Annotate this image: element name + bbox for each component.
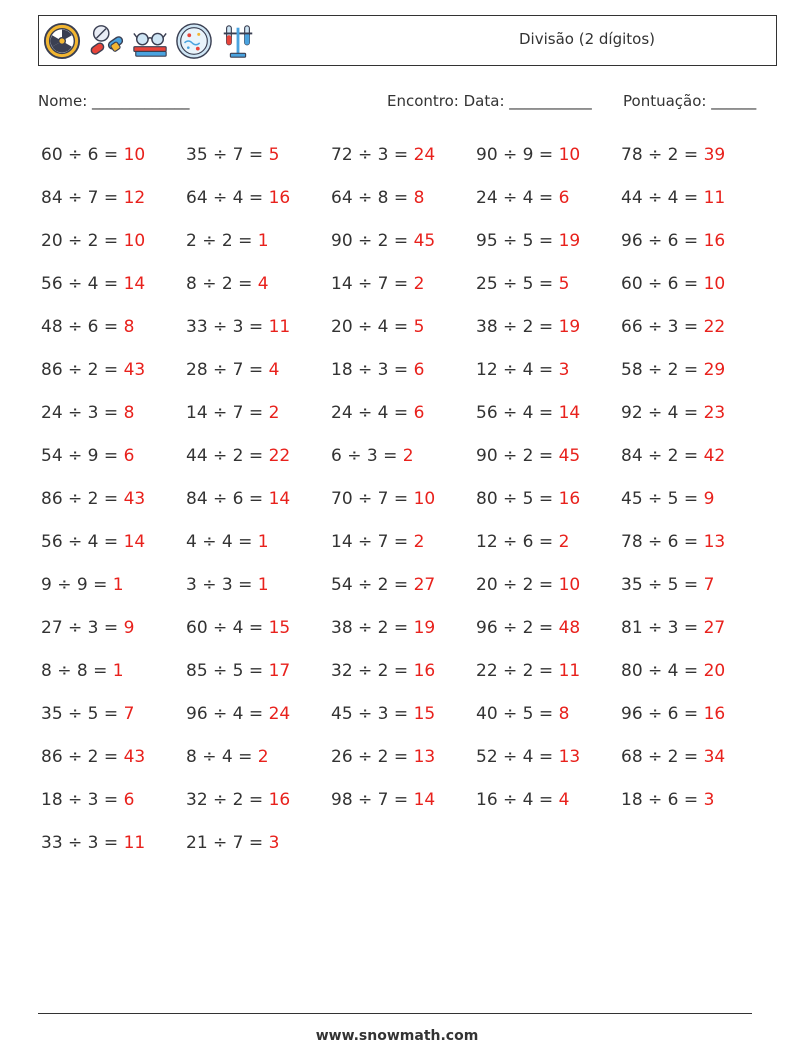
problem-question: 26 ÷ 2 =: [331, 747, 414, 767]
problem-cell: [621, 573, 766, 616]
problem-answer: 20: [703, 661, 726, 681]
problem-row: [41, 186, 771, 229]
problem-question: 14 ÷ 7 =: [186, 403, 269, 423]
problem-question: 21 ÷ 7 =: [186, 833, 269, 853]
problem-answer: 1: [112, 575, 124, 595]
petri-dish-icon: [175, 22, 213, 60]
problem-question: 54 ÷ 2 =: [331, 575, 414, 595]
header-icons: [43, 20, 257, 62]
problem-cell: [621, 401, 766, 444]
problem-cell: [476, 143, 621, 186]
problem-grid: [41, 143, 771, 874]
problem-cell: [41, 702, 186, 745]
problem-cell: [476, 745, 621, 788]
problem-answer: 15: [413, 704, 436, 724]
problem-cell: [476, 702, 621, 745]
problem-question: 84 ÷ 2 =: [621, 446, 704, 466]
problem-question: 33 ÷ 3 =: [41, 833, 124, 853]
score-field-label: Pontuação: ______: [623, 92, 757, 110]
problem-answer: 22: [703, 317, 726, 337]
footer-url: www.snowmath.com: [315, 1028, 479, 1044]
problem-answer: 14: [558, 403, 581, 423]
problem-answer: 34: [703, 747, 726, 767]
problem-answer: 1: [257, 231, 269, 251]
problem-question: 18 ÷ 6 =: [621, 790, 704, 810]
problem-cell: [621, 315, 766, 358]
problem-answer: 24: [413, 145, 436, 165]
problem-cell: [476, 401, 621, 444]
problem-cell: [331, 358, 476, 401]
problem-answer: 16: [703, 704, 726, 724]
problem-cell: [331, 401, 476, 444]
problem-answer: 11: [558, 661, 581, 681]
problem-cell: [186, 315, 331, 358]
test-tube-rack-icon: [219, 22, 257, 60]
problem-answer: 22: [268, 446, 291, 466]
problem-question: 64 ÷ 4 =: [186, 188, 269, 208]
problem-question: 27 ÷ 3 =: [41, 618, 124, 638]
date-field-label: Encontro: Data: ___________: [387, 92, 592, 110]
problem-question: 20 ÷ 2 =: [476, 575, 559, 595]
problem-question: 32 ÷ 2 =: [331, 661, 414, 681]
problem-answer: 12: [123, 188, 146, 208]
problem-answer: 45: [413, 231, 436, 251]
problem-answer: 3: [703, 790, 715, 810]
problem-question: 14 ÷ 7 =: [331, 532, 414, 552]
problem-row: [41, 659, 771, 702]
problem-question: 56 ÷ 4 =: [41, 274, 124, 294]
problem-question: 86 ÷ 2 =: [41, 489, 124, 509]
problem-question: 90 ÷ 9 =: [476, 145, 559, 165]
problem-answer: 42: [703, 446, 726, 466]
problem-answer: 14: [413, 790, 436, 810]
problem-question: 24 ÷ 4 =: [331, 403, 414, 423]
problem-answer: 27: [413, 575, 436, 595]
problem-question: 8 ÷ 2 =: [186, 274, 258, 294]
problem-cell: [41, 530, 186, 573]
problem-question: 18 ÷ 3 =: [331, 360, 414, 380]
problem-question: 35 ÷ 7 =: [186, 145, 269, 165]
problem-cell: [186, 229, 331, 272]
problem-question: 3 ÷ 3 =: [186, 575, 258, 595]
problem-answer: 2: [413, 532, 425, 552]
problem-cell: [621, 444, 766, 487]
problem-answer: 16: [703, 231, 726, 251]
problem-row: [41, 315, 771, 358]
problem-cell: [186, 358, 331, 401]
problem-row: [41, 444, 771, 487]
problem-cell: [186, 272, 331, 315]
problem-answer: 10: [558, 145, 581, 165]
problem-question: 58 ÷ 2 =: [621, 360, 704, 380]
problem-answer: 24: [268, 704, 291, 724]
problem-row: [41, 530, 771, 573]
problem-answer: 43: [123, 747, 146, 767]
problem-question: 45 ÷ 5 =: [621, 489, 704, 509]
problem-cell: [41, 315, 186, 358]
problem-cell: [186, 186, 331, 229]
problem-question: 84 ÷ 7 =: [41, 188, 124, 208]
problem-question: 90 ÷ 2 =: [476, 446, 559, 466]
problem-question: 60 ÷ 4 =: [186, 618, 269, 638]
problem-cell: [476, 444, 621, 487]
problem-question: 8 ÷ 4 =: [186, 747, 258, 767]
problem-question: 18 ÷ 3 =: [41, 790, 124, 810]
problem-question: 96 ÷ 6 =: [621, 704, 704, 724]
problem-cell: [41, 616, 186, 659]
footer-divider: [38, 1013, 752, 1014]
problem-cell: [476, 272, 621, 315]
problem-answer: 29: [703, 360, 726, 380]
problem-question: 6 ÷ 3 =: [331, 446, 403, 466]
glasses-books-icon: [131, 22, 169, 60]
problem-cell: [186, 616, 331, 659]
problem-cell: [41, 143, 186, 186]
problem-answer: 16: [268, 790, 291, 810]
problem-cell: [476, 530, 621, 573]
problem-question: 22 ÷ 2 =: [476, 661, 559, 681]
problem-question: 12 ÷ 6 =: [476, 532, 559, 552]
problem-answer: 15: [268, 618, 291, 638]
problem-answer: 16: [413, 661, 436, 681]
problem-cell: [186, 530, 331, 573]
problem-answer: 1: [257, 532, 269, 552]
problem-cell: [41, 444, 186, 487]
problem-row: [41, 831, 771, 874]
problem-cell: [186, 444, 331, 487]
problem-answer: 10: [413, 489, 436, 509]
problem-cell: [186, 573, 331, 616]
problem-answer: 16: [558, 489, 581, 509]
problem-cell: [41, 659, 186, 702]
problem-answer: 43: [123, 360, 146, 380]
problem-question: 64 ÷ 8 =: [331, 188, 414, 208]
problem-question: 25 ÷ 5 =: [476, 274, 559, 294]
problem-cell: [331, 530, 476, 573]
problem-cell: [41, 186, 186, 229]
problem-question: 92 ÷ 4 =: [621, 403, 704, 423]
problem-cell: [41, 487, 186, 530]
problem-question: 84 ÷ 6 =: [186, 489, 269, 509]
problem-question: 38 ÷ 2 =: [331, 618, 414, 638]
problem-cell: [621, 186, 766, 229]
problem-answer: 10: [703, 274, 726, 294]
problem-question: 78 ÷ 2 =: [621, 145, 704, 165]
problem-answer: 9: [123, 618, 135, 638]
problem-cell: [41, 788, 186, 831]
problem-cell: [186, 487, 331, 530]
problem-row: [41, 788, 771, 831]
problem-question: 66 ÷ 3 =: [621, 317, 704, 337]
problem-question: 86 ÷ 2 =: [41, 360, 124, 380]
problem-answer: 14: [123, 532, 146, 552]
problem-question: 96 ÷ 6 =: [621, 231, 704, 251]
problem-row: [41, 573, 771, 616]
problem-question: 8 ÷ 8 =: [41, 661, 113, 681]
problem-answer: 19: [558, 231, 581, 251]
problem-cell: [476, 186, 621, 229]
problem-answer: 45: [558, 446, 581, 466]
problem-answer: 4: [558, 790, 570, 810]
problem-question: 9 ÷ 9 =: [41, 575, 113, 595]
problem-question: 12 ÷ 4 =: [476, 360, 559, 380]
problem-question: 45 ÷ 3 =: [331, 704, 414, 724]
name-field-label: Nome: _____________: [38, 92, 190, 110]
problem-cell: [621, 616, 766, 659]
problem-cell: [331, 315, 476, 358]
problem-answer: 4: [268, 360, 280, 380]
problem-question: 32 ÷ 2 =: [186, 790, 269, 810]
problem-answer: 1: [257, 575, 269, 595]
problem-cell: [41, 358, 186, 401]
problem-answer: 10: [123, 231, 146, 251]
problem-cell: [476, 358, 621, 401]
problem-question: 80 ÷ 5 =: [476, 489, 559, 509]
problem-question: 60 ÷ 6 =: [41, 145, 124, 165]
problem-question: 78 ÷ 6 =: [621, 532, 704, 552]
problem-question: 86 ÷ 2 =: [41, 747, 124, 767]
problem-answer: 7: [703, 575, 715, 595]
problem-question: 95 ÷ 5 =: [476, 231, 559, 251]
problem-answer: 8: [123, 317, 135, 337]
problem-answer: 8: [123, 403, 135, 423]
problem-answer: 10: [558, 575, 581, 595]
problem-cell: [621, 143, 766, 186]
problem-question: 56 ÷ 4 =: [41, 532, 124, 552]
problem-cell: [621, 702, 766, 745]
problem-answer: 5: [268, 145, 280, 165]
problem-row: [41, 702, 771, 745]
problem-answer: 16: [268, 188, 291, 208]
problem-cell: [331, 143, 476, 186]
problem-answer: 2: [558, 532, 570, 552]
problem-answer: 17: [268, 661, 291, 681]
problem-question: 70 ÷ 7 =: [331, 489, 414, 509]
problem-cell: [186, 745, 331, 788]
problem-row: [41, 487, 771, 530]
problem-cell: [331, 444, 476, 487]
problem-cell: [186, 401, 331, 444]
problem-answer: 8: [558, 704, 570, 724]
problem-answer: 6: [558, 188, 570, 208]
problem-answer: 6: [123, 790, 135, 810]
problem-cell: [186, 702, 331, 745]
pills-icon: [87, 22, 125, 60]
problem-cell: [621, 659, 766, 702]
problem-question: 16 ÷ 4 =: [476, 790, 559, 810]
problem-question: 54 ÷ 9 =: [41, 446, 124, 466]
problem-answer: 19: [558, 317, 581, 337]
problem-answer: 3: [558, 360, 570, 380]
problem-cell: [186, 831, 331, 874]
problem-answer: 11: [703, 188, 726, 208]
problem-answer: 13: [703, 532, 726, 552]
problem-question: 56 ÷ 4 =: [476, 403, 559, 423]
problem-cell: [476, 616, 621, 659]
problem-cell: [476, 573, 621, 616]
problem-answer: 1: [112, 661, 124, 681]
problem-cell: [621, 229, 766, 272]
problem-answer: 9: [703, 489, 715, 509]
problem-question: 33 ÷ 3 =: [186, 317, 269, 337]
problem-cell: [41, 229, 186, 272]
problem-question: 40 ÷ 5 =: [476, 704, 559, 724]
problem-cell: [621, 788, 766, 831]
problem-row: [41, 745, 771, 788]
problem-answer: 27: [703, 618, 726, 638]
problem-answer: 6: [413, 360, 425, 380]
problem-cell: [331, 272, 476, 315]
problem-question: 98 ÷ 7 =: [331, 790, 414, 810]
problem-answer: 14: [123, 274, 146, 294]
problem-answer: 23: [703, 403, 726, 423]
problem-cell: [41, 272, 186, 315]
problem-cell: [331, 616, 476, 659]
worksheet-title: Divisão (2 dígitos): [519, 30, 655, 48]
problem-answer: 5: [558, 274, 570, 294]
problem-answer: 8: [413, 188, 425, 208]
problem-cell: [476, 487, 621, 530]
problem-question: 2 ÷ 2 =: [186, 231, 258, 251]
problem-answer: 39: [703, 145, 726, 165]
problem-cell: [186, 143, 331, 186]
problem-row: [41, 229, 771, 272]
problem-cell: [621, 745, 766, 788]
problem-cell: [331, 788, 476, 831]
problem-answer: 7: [123, 704, 135, 724]
problem-cell: [331, 659, 476, 702]
problem-cell: [41, 573, 186, 616]
problem-row: [41, 272, 771, 315]
problem-answer: 2: [402, 446, 414, 466]
problem-cell: [331, 573, 476, 616]
problem-question: 81 ÷ 3 =: [621, 618, 704, 638]
problem-question: 60 ÷ 6 =: [621, 274, 704, 294]
problem-answer: 2: [268, 403, 280, 423]
problem-answer: 43: [123, 489, 146, 509]
problem-row: [41, 358, 771, 401]
problem-row: [41, 616, 771, 659]
problem-answer: 6: [123, 446, 135, 466]
problem-cell: [476, 788, 621, 831]
problem-question: 35 ÷ 5 =: [41, 704, 124, 724]
problem-cell: [331, 745, 476, 788]
problem-answer: 2: [257, 747, 269, 767]
problem-cell: [476, 315, 621, 358]
problem-cell: [476, 229, 621, 272]
problem-cell: [331, 487, 476, 530]
problem-answer: 48: [558, 618, 581, 638]
problem-question: 14 ÷ 7 =: [331, 274, 414, 294]
problem-answer: 11: [123, 833, 146, 853]
worksheet-header: [38, 15, 777, 66]
problem-question: 80 ÷ 4 =: [621, 661, 704, 681]
radiation-icon: [43, 22, 81, 60]
problem-cell: [41, 745, 186, 788]
problem-question: 28 ÷ 7 =: [186, 360, 269, 380]
problem-question: 44 ÷ 4 =: [621, 188, 704, 208]
problem-cell: [331, 702, 476, 745]
problem-question: 24 ÷ 3 =: [41, 403, 124, 423]
problem-cell: [41, 401, 186, 444]
problem-answer: 13: [558, 747, 581, 767]
problem-question: 85 ÷ 5 =: [186, 661, 269, 681]
problem-answer: 6: [413, 403, 425, 423]
problem-answer: 11: [268, 317, 291, 337]
problem-answer: 4: [257, 274, 269, 294]
problem-question: 48 ÷ 6 =: [41, 317, 124, 337]
problem-answer: 5: [413, 317, 425, 337]
problem-cell: [331, 186, 476, 229]
problem-question: 20 ÷ 2 =: [41, 231, 124, 251]
problem-cell: [41, 831, 186, 874]
problem-question: 68 ÷ 2 =: [621, 747, 704, 767]
problem-question: 90 ÷ 2 =: [331, 231, 414, 251]
problem-answer: 3: [268, 833, 280, 853]
problem-question: 72 ÷ 3 =: [331, 145, 414, 165]
problem-cell: [186, 788, 331, 831]
problem-question: 20 ÷ 4 =: [331, 317, 414, 337]
problem-cell: [476, 659, 621, 702]
problem-cell: [621, 487, 766, 530]
problem-cell: [186, 659, 331, 702]
problem-question: 44 ÷ 2 =: [186, 446, 269, 466]
problem-answer: 14: [268, 489, 291, 509]
problem-cell: [621, 530, 766, 573]
problem-answer: 13: [413, 747, 436, 767]
problem-answer: 19: [413, 618, 436, 638]
problem-question: 38 ÷ 2 =: [476, 317, 559, 337]
problem-question: 52 ÷ 4 =: [476, 747, 559, 767]
problem-row: [41, 401, 771, 444]
problem-answer: 10: [123, 145, 146, 165]
problem-question: 4 ÷ 4 =: [186, 532, 258, 552]
problem-answer: 2: [413, 274, 425, 294]
problem-question: 96 ÷ 2 =: [476, 618, 559, 638]
problem-cell: [331, 229, 476, 272]
problem-cell: [621, 358, 766, 401]
problem-row: [41, 143, 771, 186]
problem-question: 96 ÷ 4 =: [186, 704, 269, 724]
problem-question: 35 ÷ 5 =: [621, 575, 704, 595]
problem-cell: [621, 272, 766, 315]
problem-question: 24 ÷ 4 =: [476, 188, 559, 208]
